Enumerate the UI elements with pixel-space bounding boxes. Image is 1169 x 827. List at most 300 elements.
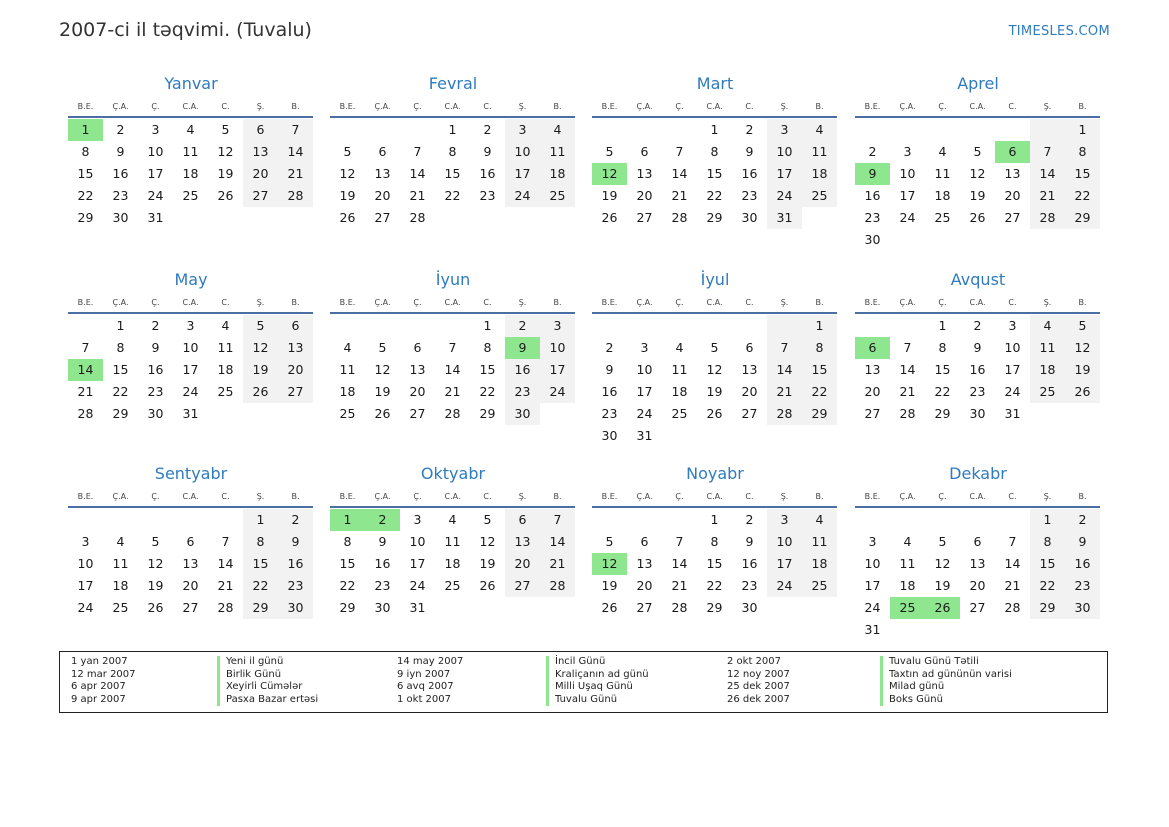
day-cell: 11 xyxy=(217,340,234,355)
day-cell: 17 xyxy=(505,163,540,185)
site-link[interactable]: TIMESLES.COM xyxy=(1008,24,1110,39)
empty-cell xyxy=(1030,119,1065,141)
day-cell: 4 xyxy=(448,512,457,527)
day-cell: 18 xyxy=(934,188,951,203)
month-4 xyxy=(855,72,1101,251)
empty-cell xyxy=(592,315,627,337)
day-cell: 19 xyxy=(374,384,391,399)
weekday-header xyxy=(68,296,314,310)
holiday-day-cell: 2 xyxy=(365,509,400,531)
weekday-label: Ç. xyxy=(675,298,684,307)
day-cell: 12 xyxy=(339,166,356,181)
day-cell: 21 xyxy=(540,553,575,575)
day-cell: 7 xyxy=(81,340,90,355)
weekday-label: Ş. xyxy=(518,492,527,501)
day-cell: 4 xyxy=(938,144,947,159)
week-row xyxy=(592,553,838,575)
day-cell: 4 xyxy=(343,340,352,355)
month-name: Dekabr xyxy=(949,464,1007,483)
month-name: Mart xyxy=(696,74,734,93)
day-cell: 11 xyxy=(671,362,688,377)
day-cell: 7 xyxy=(448,340,457,355)
day-cell: 9 xyxy=(151,340,160,355)
day-cell: 3 xyxy=(868,534,877,549)
day-cell: 13 xyxy=(505,531,540,553)
day-cell: 30 xyxy=(278,597,313,619)
weekday-label: B.E. xyxy=(601,298,618,307)
empty-cell xyxy=(995,119,1030,141)
day-cell: 3 xyxy=(186,318,195,333)
day-cell: 12 xyxy=(479,534,496,549)
legend-date: 2 okt 2007 xyxy=(727,656,781,667)
legend-holiday-name: Yeni il günü xyxy=(217,656,318,669)
day-cell: 8 xyxy=(938,340,947,355)
month-7 xyxy=(592,268,838,447)
day-cell: 12 xyxy=(217,144,234,159)
day-cell: 15 xyxy=(706,556,723,571)
weekday-label: C.A. xyxy=(706,102,723,111)
day-cell: 9 xyxy=(605,362,614,377)
day-cell: 19 xyxy=(934,578,951,593)
day-cell: 9 xyxy=(483,144,492,159)
week-row xyxy=(68,575,314,597)
header-rule xyxy=(855,312,1100,314)
empty-cell xyxy=(855,509,890,531)
week-row xyxy=(330,403,576,425)
day-cell: 10 xyxy=(899,166,916,181)
day-cell: 7 xyxy=(675,534,684,549)
day-cell: 13 xyxy=(243,141,278,163)
day-cell: 8 xyxy=(343,534,352,549)
weekday-label: B.E. xyxy=(864,298,881,307)
week-row xyxy=(592,207,838,229)
day-cell: 5 xyxy=(483,512,492,527)
weekday-label: Ç.A. xyxy=(899,492,916,501)
day-cell: 5 xyxy=(1065,315,1100,337)
week-row xyxy=(330,185,576,207)
holiday-day-cell: 9 xyxy=(505,337,540,359)
day-cell: 30 xyxy=(147,406,164,421)
legend-date: 1 okt 2007 xyxy=(397,693,451,705)
weekday-label: Ç.A. xyxy=(112,298,129,307)
empty-cell xyxy=(890,509,925,531)
week-row xyxy=(330,337,576,359)
header-rule xyxy=(592,312,837,314)
day-cell: 10 xyxy=(767,531,802,553)
weekday-label: C. xyxy=(483,492,492,501)
day-cell: 16 xyxy=(112,166,129,181)
empty-cell xyxy=(592,509,627,531)
legend-holiday-name: Boks Günü xyxy=(880,694,1012,707)
legend-holiday-name: Milad günü xyxy=(880,681,1012,694)
day-cell: 30 xyxy=(374,600,391,615)
weekday-label: B.E. xyxy=(601,492,618,501)
empty-cell xyxy=(400,119,435,141)
weekday-label: B. xyxy=(553,492,562,501)
empty-cell xyxy=(960,119,995,141)
day-cell: 3 xyxy=(413,512,422,527)
holiday-day-cell: 14 xyxy=(68,359,103,381)
weekday-label: Ş. xyxy=(1043,102,1052,111)
day-cell: 26 xyxy=(601,600,618,615)
day-cell: 30 xyxy=(601,428,618,443)
week-row xyxy=(855,403,1101,425)
day-cell: 24 xyxy=(182,384,199,399)
legend-date: 6 apr 2007 xyxy=(71,681,126,693)
weekday-label: Ç. xyxy=(675,492,684,501)
month-11 xyxy=(592,462,838,619)
weekday-label: B. xyxy=(291,102,300,111)
month-3 xyxy=(592,72,838,229)
legend-date: 1 yan 2007 xyxy=(71,656,128,667)
legend-date-column xyxy=(71,656,136,706)
day-cell: 21 xyxy=(767,381,802,403)
day-cell: 26 xyxy=(969,210,986,225)
header-rule xyxy=(855,506,1100,508)
day-cell: 27 xyxy=(182,600,199,615)
day-cell: 31 xyxy=(147,210,164,225)
week-row xyxy=(855,315,1101,337)
weekday-label: B. xyxy=(815,298,824,307)
weekday-label: Ç. xyxy=(413,298,422,307)
header-rule xyxy=(592,116,837,118)
empty-cell xyxy=(662,315,697,337)
day-cell: 28 xyxy=(77,406,94,421)
week-row xyxy=(592,425,838,447)
weekday-label: B. xyxy=(1078,492,1087,501)
weekday-label: B. xyxy=(1078,102,1087,111)
day-cell: 2 xyxy=(278,509,313,531)
weekday-label: B.E. xyxy=(601,102,618,111)
weekday-label: B. xyxy=(815,102,824,111)
week-row xyxy=(330,119,576,141)
day-cell: 10 xyxy=(409,534,426,549)
day-cell: 24 xyxy=(767,185,802,207)
day-cell: 19 xyxy=(1065,359,1100,381)
day-cell: 27 xyxy=(278,381,313,403)
week-row xyxy=(855,337,1101,359)
weekday-label: Ç.A. xyxy=(636,492,653,501)
week-row xyxy=(855,531,1101,553)
day-cell: 16 xyxy=(969,362,986,377)
day-cell: 31 xyxy=(1004,406,1021,421)
weekday-label: C. xyxy=(221,298,230,307)
week-row xyxy=(68,141,314,163)
holiday-day-cell: 6 xyxy=(995,141,1030,163)
day-cell: 20 xyxy=(278,359,313,381)
day-cell: 16 xyxy=(1065,553,1100,575)
weekday-label: C.A. xyxy=(969,492,986,501)
month-12 xyxy=(855,462,1101,641)
empty-cell xyxy=(365,315,400,337)
legend-holiday-name: Birlik Günü xyxy=(217,669,318,682)
day-cell: 25 xyxy=(934,210,951,225)
day-cell: 28 xyxy=(278,185,313,207)
day-cell: 18 xyxy=(802,553,837,575)
empty-cell xyxy=(103,509,138,531)
day-cell: 16 xyxy=(505,359,540,381)
holiday-day-cell: 26 xyxy=(925,597,960,619)
week-row xyxy=(855,141,1101,163)
day-cell: 22 xyxy=(243,575,278,597)
day-cell: 30 xyxy=(741,210,758,225)
day-cell: 16 xyxy=(741,166,758,181)
week-row xyxy=(68,509,314,531)
weekday-label: C.A. xyxy=(444,492,461,501)
day-cell: 12 xyxy=(243,337,278,359)
week-row xyxy=(855,359,1101,381)
weekday-label: Ş. xyxy=(518,102,527,111)
weekday-label: C. xyxy=(1008,298,1017,307)
day-cell: 28 xyxy=(671,600,688,615)
header-rule xyxy=(68,116,313,118)
day-cell: 13 xyxy=(182,556,199,571)
day-cell: 13 xyxy=(636,166,653,181)
day-cell: 13 xyxy=(278,337,313,359)
day-cell: 29 xyxy=(77,210,94,225)
empty-cell xyxy=(330,315,365,337)
week-row xyxy=(855,207,1101,229)
day-cell: 20 xyxy=(636,188,653,203)
day-cell: 19 xyxy=(339,188,356,203)
day-cell: 5 xyxy=(151,534,160,549)
weekday-label: B.E. xyxy=(77,298,94,307)
day-cell: 15 xyxy=(479,362,496,377)
day-cell: 17 xyxy=(899,188,916,203)
day-cell: 11 xyxy=(339,362,356,377)
day-cell: 20 xyxy=(374,188,391,203)
day-cell: 29 xyxy=(706,210,723,225)
day-cell: 1 xyxy=(710,512,719,527)
week-row xyxy=(330,163,576,185)
day-cell: 11 xyxy=(540,141,575,163)
weekday-label: Ç. xyxy=(938,492,947,501)
day-cell: 17 xyxy=(540,359,575,381)
legend-date: 9 apr 2007 xyxy=(71,693,126,705)
day-cell: 4 xyxy=(903,534,912,549)
day-cell: 10 xyxy=(864,556,881,571)
day-cell: 23 xyxy=(112,188,129,203)
month-name: Sentyabr xyxy=(154,464,228,483)
week-row xyxy=(592,575,838,597)
day-cell: 24 xyxy=(899,210,916,225)
weekday-header xyxy=(855,490,1101,504)
day-cell: 21 xyxy=(444,384,461,399)
day-cell: 1 xyxy=(243,509,278,531)
weekday-label: Ç. xyxy=(413,102,422,111)
day-cell: 14 xyxy=(409,166,426,181)
weekday-label: B.E. xyxy=(864,102,881,111)
day-cell: 17 xyxy=(147,166,164,181)
week-row xyxy=(330,207,576,229)
day-cell: 14 xyxy=(671,166,688,181)
legend-holiday-name: Kraliçanın ad günü xyxy=(546,669,649,682)
legend-holiday-name: Taxtın ad gününün varisi xyxy=(880,669,1012,682)
day-cell: 17 xyxy=(1004,362,1021,377)
header-rule xyxy=(68,312,313,314)
week-row xyxy=(68,119,314,141)
weekday-label: Ç.A. xyxy=(374,102,391,111)
day-cell: 13 xyxy=(636,556,653,571)
week-row xyxy=(592,119,838,141)
legend-date: 6 avq 2007 xyxy=(397,681,454,693)
week-row xyxy=(68,597,314,619)
day-cell: 29 xyxy=(479,406,496,421)
day-cell: 22 xyxy=(934,384,951,399)
day-cell: 18 xyxy=(112,578,129,593)
month-name: İyul xyxy=(700,270,730,289)
day-cell: 15 xyxy=(77,166,94,181)
day-cell: 5 xyxy=(343,144,352,159)
day-cell: 8 xyxy=(710,534,719,549)
day-cell: 3 xyxy=(151,122,160,137)
day-cell: 25 xyxy=(339,406,356,421)
day-cell: 12 xyxy=(969,166,986,181)
day-cell: 11 xyxy=(934,166,951,181)
day-cell: 8 xyxy=(243,531,278,553)
week-row xyxy=(68,185,314,207)
holiday-day-cell: 6 xyxy=(855,337,890,359)
empty-cell xyxy=(732,315,767,337)
day-cell: 21 xyxy=(1030,185,1065,207)
day-cell: 12 xyxy=(706,362,723,377)
week-row xyxy=(330,531,576,553)
day-cell: 9 xyxy=(745,534,754,549)
weekday-label: C.A. xyxy=(706,492,723,501)
day-cell: 31 xyxy=(767,207,802,229)
weekday-label: C. xyxy=(745,492,754,501)
day-cell: 17 xyxy=(636,384,653,399)
week-row xyxy=(855,185,1101,207)
day-cell: 14 xyxy=(1030,163,1065,185)
day-cell: 11 xyxy=(802,141,837,163)
week-row xyxy=(592,163,838,185)
weekday-label: B.E. xyxy=(339,102,356,111)
day-cell: 7 xyxy=(221,534,230,549)
day-cell: 17 xyxy=(77,578,94,593)
weekday-label: C. xyxy=(1008,102,1017,111)
day-cell: 31 xyxy=(864,622,881,637)
day-cell: 25 xyxy=(217,384,234,399)
day-cell: 26 xyxy=(479,578,496,593)
week-row xyxy=(68,337,314,359)
header-rule xyxy=(330,312,575,314)
day-cell: 22 xyxy=(1065,185,1100,207)
week-row xyxy=(592,141,838,163)
month-name: May xyxy=(174,270,208,289)
page-title: 2007-ci il təqvimi. (Tuvalu) xyxy=(59,19,312,41)
day-cell: 15 xyxy=(339,556,356,571)
weekday-label: B.E. xyxy=(77,492,94,501)
day-cell: 14 xyxy=(899,362,916,377)
day-cell: 22 xyxy=(479,384,496,399)
day-cell: 1 xyxy=(938,318,947,333)
week-row xyxy=(330,575,576,597)
day-cell: 29 xyxy=(243,597,278,619)
day-cell: 15 xyxy=(706,166,723,181)
day-cell: 18 xyxy=(444,556,461,571)
day-cell: 15 xyxy=(1030,553,1065,575)
week-row xyxy=(855,381,1101,403)
legend-date: 12 noy 2007 xyxy=(727,668,790,680)
weekday-label: Ç. xyxy=(151,298,160,307)
day-cell: 1 xyxy=(1065,119,1100,141)
weekday-label: Ş. xyxy=(256,102,265,111)
day-cell: 5 xyxy=(605,534,614,549)
day-cell: 8 xyxy=(81,144,90,159)
day-cell: 20 xyxy=(243,163,278,185)
day-cell: 19 xyxy=(601,578,618,593)
weekday-label: C. xyxy=(221,492,230,501)
day-cell: 5 xyxy=(973,144,982,159)
week-row xyxy=(855,575,1101,597)
day-cell: 29 xyxy=(339,600,356,615)
week-row xyxy=(330,141,576,163)
weekday-label: Ş. xyxy=(780,298,789,307)
day-cell: 4 xyxy=(186,122,195,137)
day-cell: 18 xyxy=(899,578,916,593)
day-cell: 3 xyxy=(767,119,802,141)
day-cell: 23 xyxy=(147,384,164,399)
day-cell: 14 xyxy=(217,556,234,571)
day-cell: 29 xyxy=(1065,207,1100,229)
week-row xyxy=(330,597,576,619)
day-cell: 26 xyxy=(1065,381,1100,403)
weekday-label: Ş. xyxy=(256,492,265,501)
empty-cell xyxy=(592,119,627,141)
day-cell: 20 xyxy=(864,384,881,399)
week-row xyxy=(592,337,838,359)
day-cell: 24 xyxy=(147,188,164,203)
day-cell: 26 xyxy=(601,210,618,225)
day-cell: 16 xyxy=(864,188,881,203)
weekday-label: Ş. xyxy=(1043,492,1052,501)
weekday-label: C.A. xyxy=(182,102,199,111)
day-cell: 2 xyxy=(745,122,754,137)
week-row xyxy=(330,509,576,531)
day-cell: 30 xyxy=(969,406,986,421)
empty-cell xyxy=(330,119,365,141)
day-cell: 23 xyxy=(741,578,758,593)
day-cell: 22 xyxy=(1030,575,1065,597)
day-cell: 15 xyxy=(444,166,461,181)
weekday-label: Ç.A. xyxy=(112,102,129,111)
day-cell: 2 xyxy=(483,122,492,137)
day-cell: 29 xyxy=(706,600,723,615)
day-cell: 9 xyxy=(1065,531,1100,553)
day-cell: 23 xyxy=(374,578,391,593)
empty-cell xyxy=(627,119,662,141)
day-cell: 5 xyxy=(378,340,387,355)
day-cell: 11 xyxy=(899,556,916,571)
empty-cell xyxy=(925,509,960,531)
month-5 xyxy=(68,268,314,425)
weekday-label: C.A. xyxy=(182,492,199,501)
month-2 xyxy=(330,72,576,229)
day-cell: 26 xyxy=(217,188,234,203)
day-cell: 22 xyxy=(444,188,461,203)
empty-cell xyxy=(890,315,925,337)
day-cell: 6 xyxy=(186,534,195,549)
weekday-header xyxy=(68,490,314,504)
legend-date: 12 mar 2007 xyxy=(71,668,136,680)
day-cell: 22 xyxy=(706,188,723,203)
header-rule xyxy=(855,116,1100,118)
holiday-legend xyxy=(59,651,1108,713)
empty-cell xyxy=(855,315,890,337)
day-cell: 30 xyxy=(505,403,540,425)
day-cell: 27 xyxy=(374,210,391,225)
